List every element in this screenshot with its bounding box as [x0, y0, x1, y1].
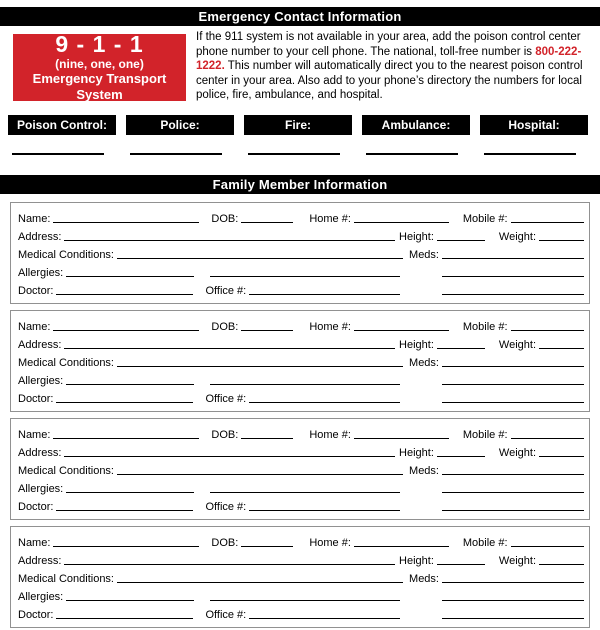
911-emergency-box: [13, 31, 186, 102]
height-blank-line: [437, 456, 485, 457]
home-phone-label: Home #:: [309, 428, 351, 441]
mobile-phone-blank-line: [511, 330, 584, 331]
family-row-address: [18, 334, 584, 352]
family-row-medical: [18, 568, 584, 586]
address-label: Address:: [18, 338, 62, 351]
name-blank-line: [53, 438, 199, 439]
poison-control-phone-number: 800-222-1222.: [196, 45, 582, 73]
poison-control-instructions: [196, 30, 592, 103]
meds-continuation-line-2: [442, 402, 584, 403]
allergies-label: Allergies:: [18, 266, 64, 279]
family-row-name: [18, 208, 584, 226]
family-row-allergies: [18, 262, 584, 280]
meds-blank-line: [442, 582, 584, 583]
section-header-family-member: [0, 175, 600, 194]
medical-conditions-label: Medical Conditions:: [18, 356, 114, 369]
family-row-allergies: [18, 370, 584, 388]
weight-label: Weight:: [498, 338, 536, 351]
meds-continuation-line-2: [442, 294, 584, 295]
family-member-block: [10, 418, 590, 520]
dob-blank-line: [241, 222, 293, 223]
meds-blank-line: [442, 258, 584, 259]
meds-label: Meds:: [409, 248, 439, 261]
allergies-continuation-line: [210, 384, 400, 385]
home-phone-blank-line: [354, 438, 449, 439]
allergies-blank-line: [66, 600, 194, 601]
address-label: Address:: [18, 554, 62, 567]
ambulance-blank-line: [366, 153, 458, 155]
medical-conditions-blank-line: [117, 366, 403, 367]
allergies-continuation-line: [210, 492, 400, 493]
office-phone-blank-line: [249, 618, 400, 619]
family-row-doctor: [18, 280, 584, 298]
poison-control-blank-line: [12, 153, 104, 155]
fire-label: Fire:: [244, 115, 352, 135]
section-header-emergency-contact: [0, 7, 600, 26]
home-phone-label: Home #:: [309, 320, 351, 333]
police-blank-line: [130, 153, 222, 155]
office-phone-label: Office #:: [205, 284, 247, 297]
weight-blank-line: [539, 456, 584, 457]
address-label: Address:: [18, 230, 62, 243]
doctor-label: Doctor:: [18, 500, 54, 513]
family-row-allergies: [18, 586, 584, 604]
address-blank-line: [64, 348, 395, 349]
family-members-list: [10, 202, 590, 628]
height-blank-line: [437, 348, 485, 349]
allergies-blank-line: [66, 492, 194, 493]
doctor-label: Doctor:: [18, 284, 54, 297]
weight-label: Weight:: [498, 446, 536, 459]
contact-col-police: [126, 115, 234, 155]
mobile-phone-label: Mobile #:: [462, 320, 508, 333]
name-label: Name:: [18, 428, 51, 441]
family-row-medical: [18, 460, 584, 478]
meds-blank-line: [442, 474, 584, 475]
dob-label: DOB:: [211, 428, 239, 441]
family-row-doctor: [18, 496, 584, 514]
office-phone-blank-line: [249, 510, 400, 511]
weight-blank-line: [539, 348, 584, 349]
allergies-label: Allergies:: [18, 374, 64, 387]
hospital-label: Hospital:: [480, 115, 588, 135]
emergency-contacts-row: [8, 115, 588, 155]
contact-col-poison-control: [8, 115, 116, 155]
address-blank-line: [64, 240, 395, 241]
home-phone-blank-line: [354, 546, 449, 547]
office-phone-label: Office #:: [205, 500, 247, 513]
family-row-allergies: [18, 478, 584, 496]
doctor-label: Doctor:: [18, 392, 54, 405]
911-caption: Emergency Transport System: [32, 71, 167, 102]
height-blank-line: [437, 240, 485, 241]
mobile-phone-label: Mobile #:: [462, 536, 508, 549]
fire-blank-line: [248, 153, 340, 155]
meds-continuation-line-1: [442, 492, 584, 493]
name-blank-line: [53, 546, 199, 547]
family-row-address: [18, 442, 584, 460]
name-label: Name:: [18, 536, 51, 549]
meds-label: Meds:: [409, 572, 439, 585]
mobile-phone-label: Mobile #:: [462, 428, 508, 441]
contact-col-fire: [244, 115, 352, 155]
meds-label: Meds:: [409, 464, 439, 477]
allergies-label: Allergies:: [18, 590, 64, 603]
name-blank-line: [53, 222, 199, 223]
meds-label: Meds:: [409, 356, 439, 369]
dob-label: DOB:: [211, 212, 239, 225]
home-phone-blank-line: [354, 330, 449, 331]
allergies-continuation-line: [210, 276, 400, 277]
office-phone-blank-line: [249, 294, 400, 295]
weight-blank-line: [539, 240, 584, 241]
meds-continuation-line-1: [442, 384, 584, 385]
medical-conditions-label: Medical Conditions:: [18, 572, 114, 585]
doctor-blank-line: [56, 294, 193, 295]
home-phone-label: Home #:: [309, 536, 351, 549]
allergies-blank-line: [66, 384, 194, 385]
name-label: Name:: [18, 320, 51, 333]
family-row-address: [18, 226, 584, 244]
meds-continuation-line-2: [442, 618, 584, 619]
mobile-phone-label: Mobile #:: [462, 212, 508, 225]
contact-col-hospital: [480, 115, 588, 155]
address-label: Address:: [18, 446, 62, 459]
poison-control-label: Poison Control:: [8, 115, 116, 135]
allergies-blank-line: [66, 276, 194, 277]
medical-conditions-blank-line: [117, 258, 403, 259]
family-member-block: [10, 202, 590, 304]
meds-continuation-line-1: [442, 276, 584, 277]
address-blank-line: [64, 456, 395, 457]
mobile-phone-blank-line: [511, 222, 584, 223]
medical-conditions-label: Medical Conditions:: [18, 464, 114, 477]
medical-conditions-label: Medical Conditions:: [18, 248, 114, 261]
emergency-section-title: Emergency Contact Information: [198, 9, 402, 24]
doctor-blank-line: [56, 618, 193, 619]
meds-continuation-line-1: [442, 600, 584, 601]
height-label: Height:: [399, 338, 434, 351]
meds-continuation-line-2: [442, 510, 584, 511]
dob-blank-line: [241, 330, 293, 331]
family-row-medical: [18, 244, 584, 262]
instructions-text-before: If the 911 system is not available in your area, add the poison control center phone number to your cell phone. The national, toll-free number is: [196, 31, 581, 58]
doctor-label: Doctor:: [18, 608, 54, 621]
mobile-phone-blank-line: [511, 438, 584, 439]
home-phone-blank-line: [354, 222, 449, 223]
allergies-continuation-line: [210, 600, 400, 601]
family-row-name: [18, 424, 584, 442]
height-blank-line: [437, 564, 485, 565]
family-row-medical: [18, 352, 584, 370]
instructions-text-after: This number will automatically direct you to the nearest poison control center in your area. Also add to your phone’s directory the numbers for local police, fire, ambulance, and hospital.: [196, 60, 583, 102]
family-row-doctor: [18, 604, 584, 622]
weight-label: Weight:: [498, 554, 536, 567]
911-words: (nine, one, one): [55, 57, 144, 71]
office-phone-label: Office #:: [205, 608, 247, 621]
top-section: [13, 31, 592, 103]
family-row-address: [18, 550, 584, 568]
family-row-doctor: [18, 388, 584, 406]
dob-blank-line: [241, 546, 293, 547]
doctor-blank-line: [56, 510, 193, 511]
medical-conditions-blank-line: [117, 474, 403, 475]
dob-label: DOB:: [211, 320, 239, 333]
doctor-blank-line: [56, 402, 193, 403]
office-phone-label: Office #:: [205, 392, 247, 405]
height-label: Height:: [399, 446, 434, 459]
family-member-block: [10, 310, 590, 412]
meds-blank-line: [442, 366, 584, 367]
mobile-phone-blank-line: [511, 546, 584, 547]
height-label: Height:: [399, 554, 434, 567]
family-row-name: [18, 316, 584, 334]
dob-label: DOB:: [211, 536, 239, 549]
police-label: Police:: [126, 115, 234, 135]
name-label: Name:: [18, 212, 51, 225]
page: [0, 7, 600, 628]
dob-blank-line: [241, 438, 293, 439]
911-number: 9 - 1 - 1: [55, 31, 144, 57]
height-label: Height:: [399, 230, 434, 243]
contact-col-ambulance: [362, 115, 470, 155]
name-blank-line: [53, 330, 199, 331]
office-phone-blank-line: [249, 402, 400, 403]
home-phone-label: Home #:: [309, 212, 351, 225]
weight-label: Weight:: [498, 230, 536, 243]
address-blank-line: [64, 564, 395, 565]
family-section-title: Family Member Information: [212, 176, 388, 192]
family-member-block: [10, 526, 590, 628]
medical-conditions-blank-line: [117, 582, 403, 583]
family-row-name: [18, 532, 584, 550]
ambulance-label: Ambulance:: [362, 115, 470, 135]
weight-blank-line: [539, 564, 584, 565]
hospital-blank-line: [484, 153, 576, 155]
allergies-label: Allergies:: [18, 482, 64, 495]
